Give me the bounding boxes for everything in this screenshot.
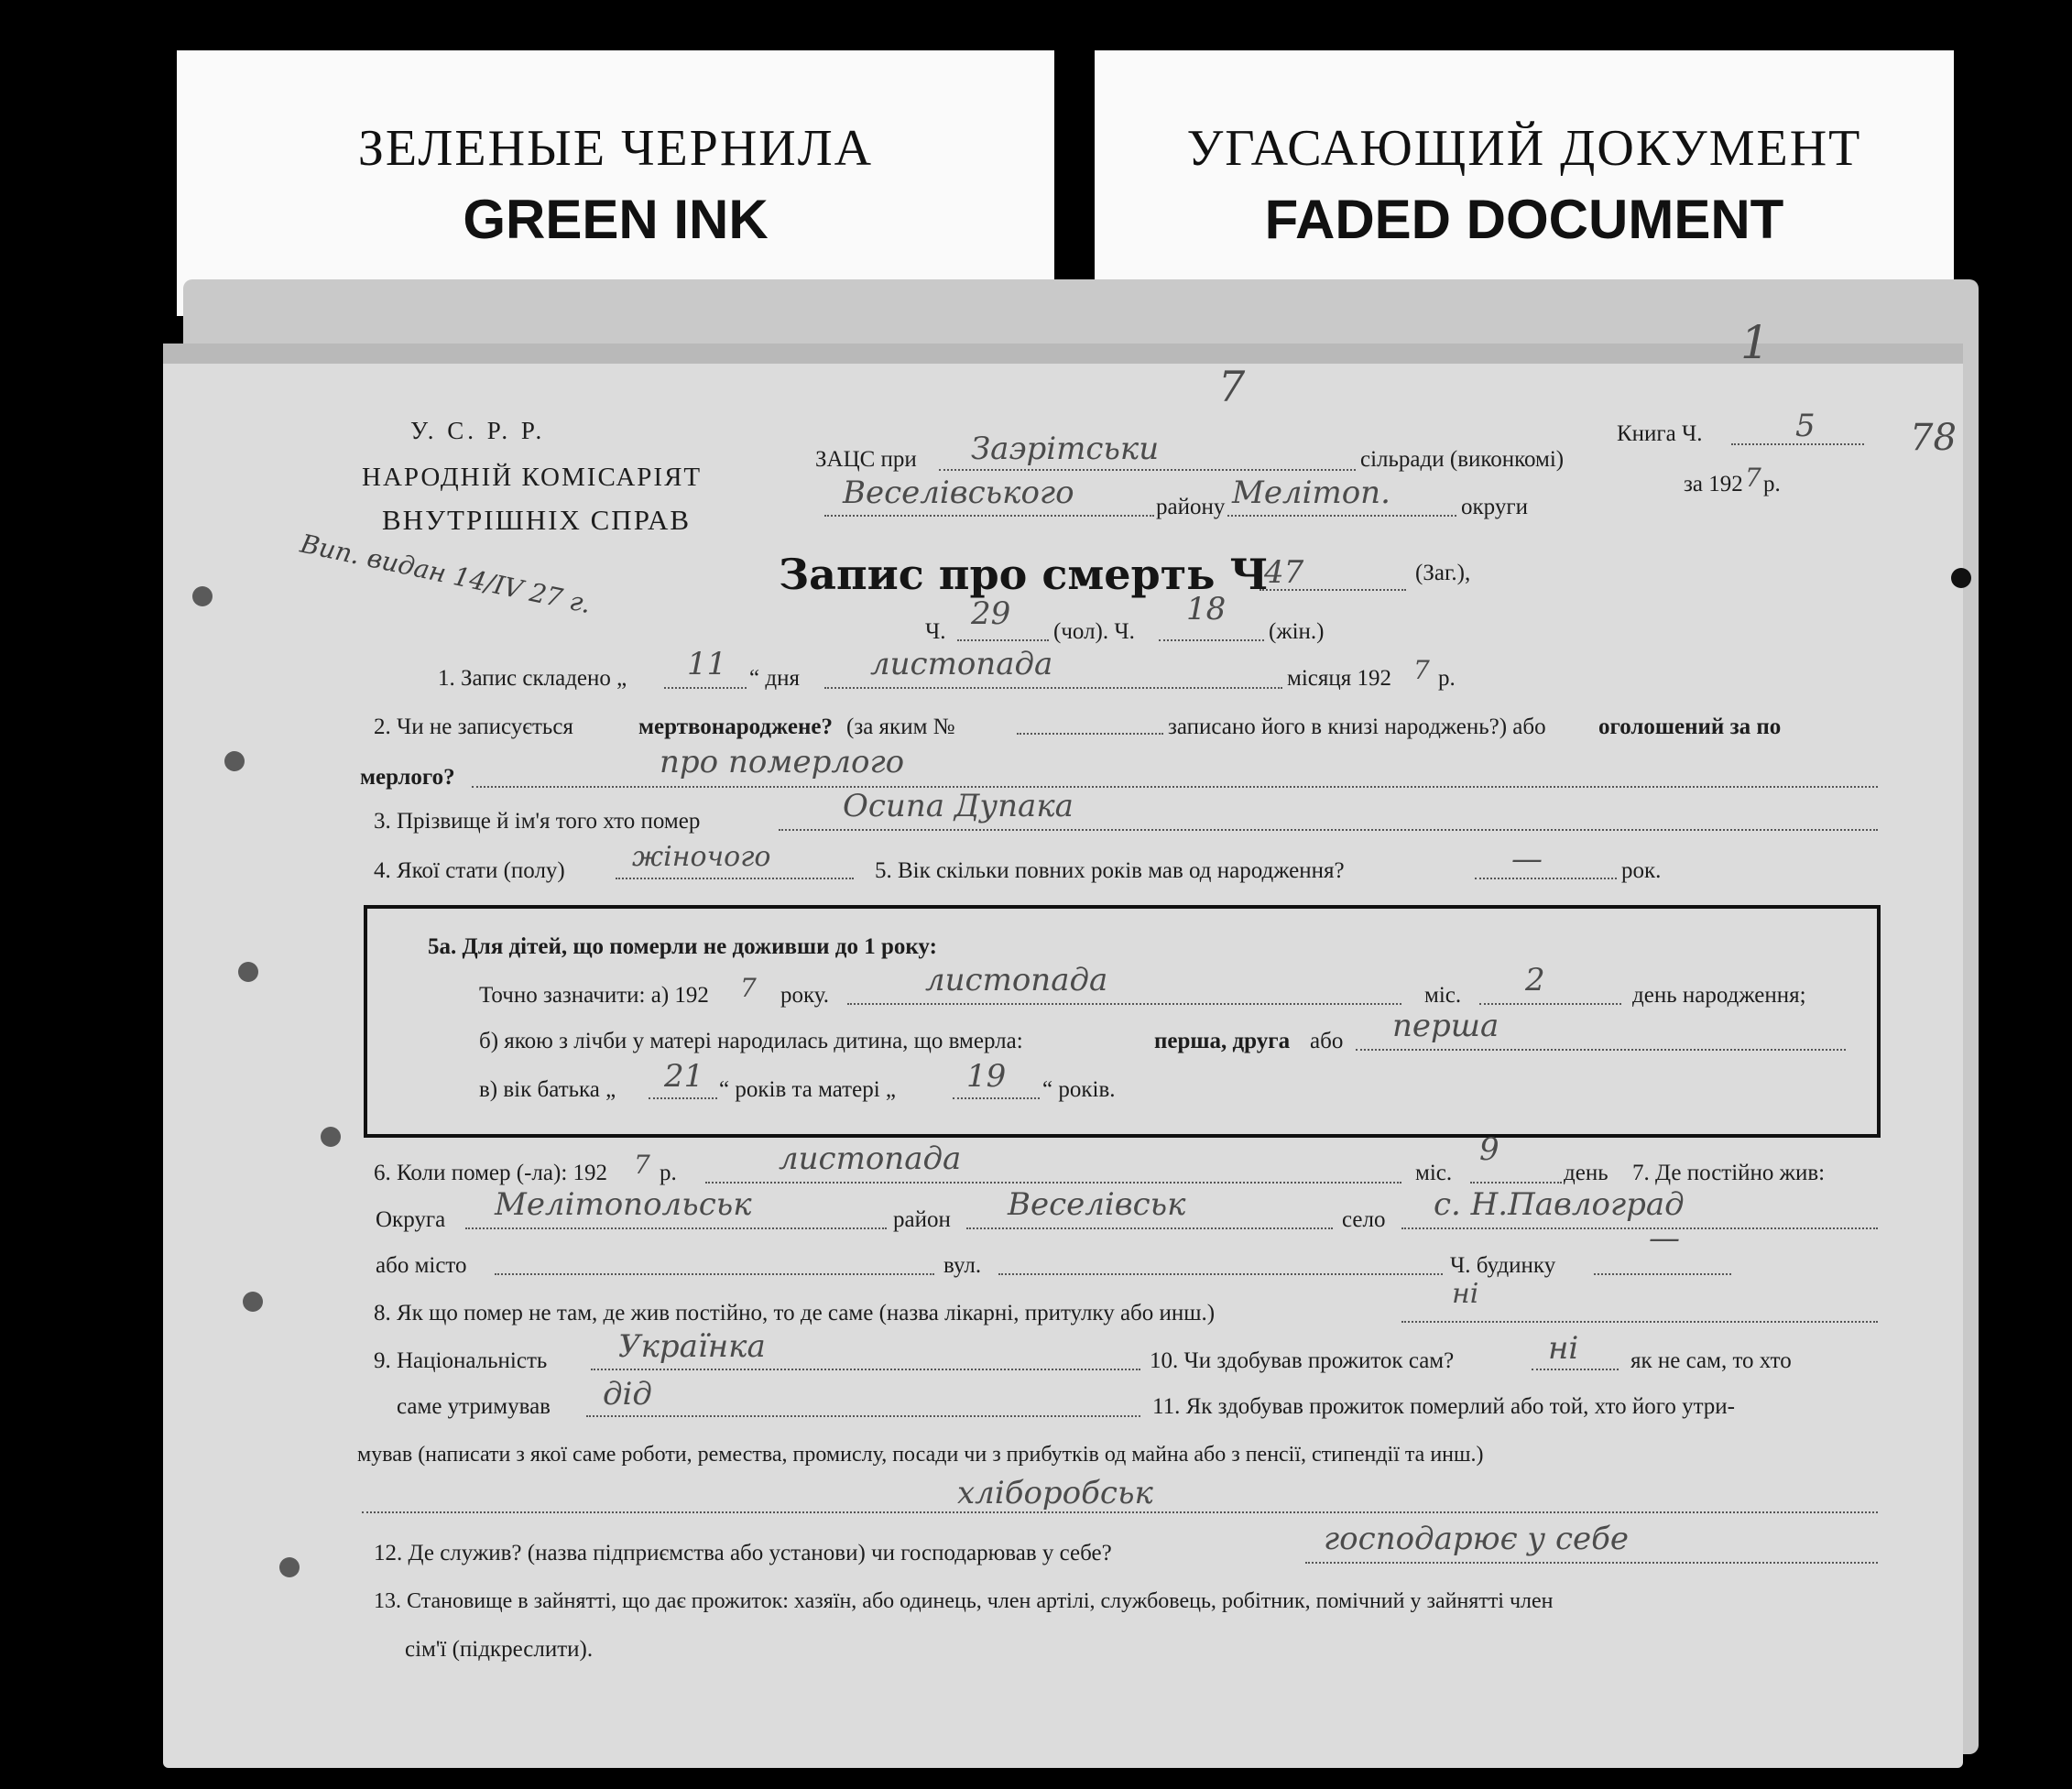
row2-za-yakym: (за яким №: [846, 715, 955, 739]
okruha2-label: Округа: [376, 1207, 446, 1232]
row5a-c-end: “ років.: [1042, 1077, 1116, 1102]
page-number: 7: [1218, 362, 1246, 411]
margin-note: Вип. видан 14/IV 27 г.: [298, 528, 594, 620]
row6-month: листопада: [779, 1140, 962, 1177]
row11-value: хліборобськ: [957, 1475, 1153, 1511]
okruha-value: Мелітоп.: [1232, 475, 1390, 511]
row10-who: саме утримував: [397, 1394, 551, 1419]
row5a-day-line: [1479, 1003, 1621, 1005]
book-label: Книга Ч.: [1617, 421, 1703, 446]
misto-label: або місто: [376, 1253, 467, 1278]
header-commissariat: НАРОДНІЙ КОМІСАРІЯТ: [362, 463, 703, 492]
punch-hole: [279, 1557, 300, 1577]
row10-label: 10. Чи здобував прожиток сам?: [1150, 1348, 1455, 1373]
raion2-label: район: [893, 1207, 951, 1232]
row5a-mis: міс.: [1424, 983, 1462, 1008]
zacs-value: Заэрітськи: [971, 431, 1160, 467]
header-ussr: У. С. Р. Р.: [410, 417, 546, 444]
row5a-month: листопада: [925, 962, 1108, 998]
zacs-line: [939, 469, 1356, 471]
row6-day: 9: [1479, 1131, 1499, 1168]
green-ink-card: [177, 50, 1054, 316]
row5a-day: 2: [1525, 962, 1545, 998]
selo-value: с. Н.Павлоград: [1434, 1186, 1685, 1223]
row1-month-line: [824, 687, 1282, 689]
record-number: 47: [1264, 554, 1304, 591]
chol-line: [957, 639, 1049, 641]
header-internal-affairs: ВНУТРІШНІХ СПРАВ: [382, 504, 692, 536]
punch-hole: [192, 586, 213, 606]
budynok-label: Ч. будинку: [1450, 1253, 1556, 1278]
row5a-c-mid: “ років та матері „: [719, 1077, 896, 1102]
punch-hole: [238, 962, 258, 982]
row5a-b-line: [1356, 1049, 1846, 1051]
row6-mis: міс.: [1415, 1161, 1453, 1185]
row6-label: 6. Коли помер (-ла): 192: [374, 1161, 608, 1185]
row9-value: Українка: [618, 1328, 766, 1365]
corner-number: 78: [1910, 417, 1957, 459]
zhin-value: 18: [1186, 591, 1227, 627]
row11-label: 11. Як здобував прожиток померлий або той, хто його утри-: [1152, 1394, 1736, 1419]
row8-label: 8. Як що помер не там, де жив постійно, то де саме (назва лікарні, притулку або инш.): [374, 1301, 1216, 1325]
row12-line: [1305, 1562, 1878, 1564]
zhin-line: [1159, 639, 1264, 641]
row2-zapysano: записано його в книзі народжень?) або: [1168, 715, 1546, 739]
year-suffix: р.: [1763, 472, 1781, 496]
row5a-year: 7: [740, 973, 757, 1003]
row5-rok: рок.: [1621, 858, 1662, 883]
row1-year: 7: [1413, 655, 1430, 685]
chol-label: (чол). Ч.: [1053, 619, 1135, 644]
row4-line: [616, 878, 854, 879]
row5a-a-label: Точно зазначити: а) 192: [479, 983, 709, 1008]
row10-value: ні: [1548, 1330, 1579, 1367]
row6-r: р.: [660, 1161, 677, 1185]
silrady-label: сільради (виконкомі): [1360, 447, 1565, 472]
row5a-b-value: перша: [1392, 1008, 1499, 1044]
raion2-line: [966, 1227, 1333, 1229]
row10-if-not: як не сам, то хто: [1630, 1348, 1792, 1373]
row1-misyatsya: місяця 192: [1287, 666, 1391, 691]
row6-den: день: [1564, 1161, 1609, 1185]
row5a-title: 5а. Для дітей, що померли не доживши до 1 року:: [428, 934, 937, 959]
raion-value: Веселівського: [843, 475, 1074, 511]
row5-line: [1475, 878, 1617, 879]
row8-line: [1401, 1321, 1878, 1323]
raion-label: району: [1156, 495, 1226, 519]
row12-value: господарює у себе: [1324, 1521, 1629, 1557]
punch-hole: [321, 1127, 341, 1147]
punch-hole: [1951, 568, 1971, 588]
zag-label: (Заг.),: [1415, 561, 1471, 585]
vul-label: вул.: [943, 1253, 982, 1278]
misto-line: [495, 1273, 934, 1275]
chol-value: 29: [971, 595, 1011, 632]
corner-mark: 1: [1740, 316, 1770, 369]
year-value: 7: [1745, 463, 1761, 493]
row8-value: ні: [1452, 1278, 1479, 1310]
green-ink-en: GREEN INK: [463, 189, 769, 250]
row5a-month-line: [847, 1003, 1401, 1005]
vul-line: [998, 1273, 1443, 1275]
faded-document-en: FADED DOCUMENT: [1264, 189, 1784, 250]
punch-hole: [224, 751, 245, 771]
row10-who-value: дід: [603, 1376, 652, 1413]
row12-label: 12. Де служив? (назва підприємства або установи) чи господарював у себе?: [374, 1541, 1112, 1565]
row5-label: 5. Вік скільки повних років мав од народження?: [875, 858, 1345, 883]
ch-label: Ч.: [925, 619, 946, 644]
row5a-abo: або: [1310, 1029, 1344, 1053]
green-ink-ru: ЗЕЛЕНЫЕ ЧЕРНИЛА: [357, 120, 874, 177]
row5a-den-narodzhennya: день народження;: [1632, 983, 1806, 1008]
row5a-c-label: в) вік батька „: [479, 1077, 616, 1102]
zacs-label: ЗАЦС при: [815, 447, 917, 472]
row9-label: 9. Національність: [374, 1348, 548, 1373]
zhin-label: (жін.): [1269, 619, 1325, 644]
row3-value: Осипа Дупака: [843, 788, 1074, 824]
row13-label: 13. Становище в зайнятті, що дає прожиток: хазяїн, або одинець, член артілі, службовець, робітник, помічний у зайнятті член: [374, 1589, 1554, 1613]
row9-line: [591, 1369, 1140, 1370]
row1-r: р.: [1438, 666, 1456, 691]
punch-hole: [243, 1292, 263, 1312]
faded-document-card: [1095, 50, 1954, 316]
selo-label: село: [1342, 1207, 1386, 1232]
okruha2-line: [465, 1227, 887, 1229]
okruha2-value: Мелітопольськ: [495, 1186, 752, 1223]
row7-label: 7. Де постійно жив:: [1632, 1161, 1826, 1185]
row6-year: 7: [634, 1150, 650, 1180]
row2-value-line: [472, 786, 1878, 788]
row3-label: 3. Прізвище й ім'я того хто помер: [374, 809, 701, 834]
raion2-value: Веселівськ: [1008, 1186, 1186, 1223]
row11-line: [362, 1511, 1878, 1513]
sheet-top-edge: [163, 344, 1963, 364]
record-title: Запис про смерть Ч: [779, 550, 1269, 599]
year-label: за 192: [1684, 472, 1743, 496]
row5a-father: 21: [664, 1058, 704, 1095]
okruha-label: округи: [1461, 495, 1528, 519]
row13-underline-note: сім'ї (підкреслити).: [405, 1637, 594, 1662]
row10-line: [1532, 1369, 1619, 1370]
row2-value: про померлого: [660, 744, 905, 780]
row6-day-line: [1470, 1182, 1562, 1184]
row2-number-line: [1017, 733, 1163, 735]
row5a-mother: 19: [966, 1058, 1007, 1095]
row5-value: —: [1511, 841, 1543, 878]
row5a-b-options: перша, друга: [1154, 1029, 1291, 1053]
row2-label: 2. Чи не записується: [374, 715, 573, 739]
row10-who-line: [586, 1415, 1140, 1417]
row5a-father-line: [649, 1097, 717, 1099]
row1-month: листопада: [870, 646, 1053, 682]
budynok-line: [1594, 1273, 1731, 1275]
row2-merloho: мерлого?: [360, 765, 455, 790]
budynok-value: —: [1649, 1220, 1680, 1257]
row5a-mother-line: [953, 1097, 1040, 1099]
row1-dnya: “ дня: [749, 666, 800, 691]
row1-label: 1. Запис складено „: [438, 666, 627, 691]
row11-detail: мував (написати з якої саме роботи, ремества, промислу, посади чи з прибутків од майна або з пенсії, стипендії та инш.): [357, 1443, 1484, 1467]
row1-day-line: [664, 687, 747, 689]
row6-month-line: [705, 1182, 1401, 1184]
row5a-b-label: б) якою з лічби у матері народилась дитина, що вмерла:: [479, 1029, 1023, 1053]
row2-declared: оголошений за по: [1598, 715, 1782, 739]
faded-document-ru: УГАСАЮЩИЙ ДОКУМЕНТ: [1186, 120, 1862, 177]
row4-value: жіночого: [632, 841, 771, 873]
row2-stillborn: мертвонароджене?: [638, 715, 833, 739]
row4-label: 4. Якої стати (полу): [374, 858, 565, 883]
selo-line: [1401, 1227, 1878, 1229]
row1-day: 11: [687, 646, 727, 682]
row3-line: [779, 829, 1878, 831]
raion-line: [824, 515, 1154, 517]
row5a-roku: року.: [780, 983, 830, 1008]
book-value: 5: [1795, 408, 1816, 444]
okruha-line: [1227, 515, 1456, 517]
